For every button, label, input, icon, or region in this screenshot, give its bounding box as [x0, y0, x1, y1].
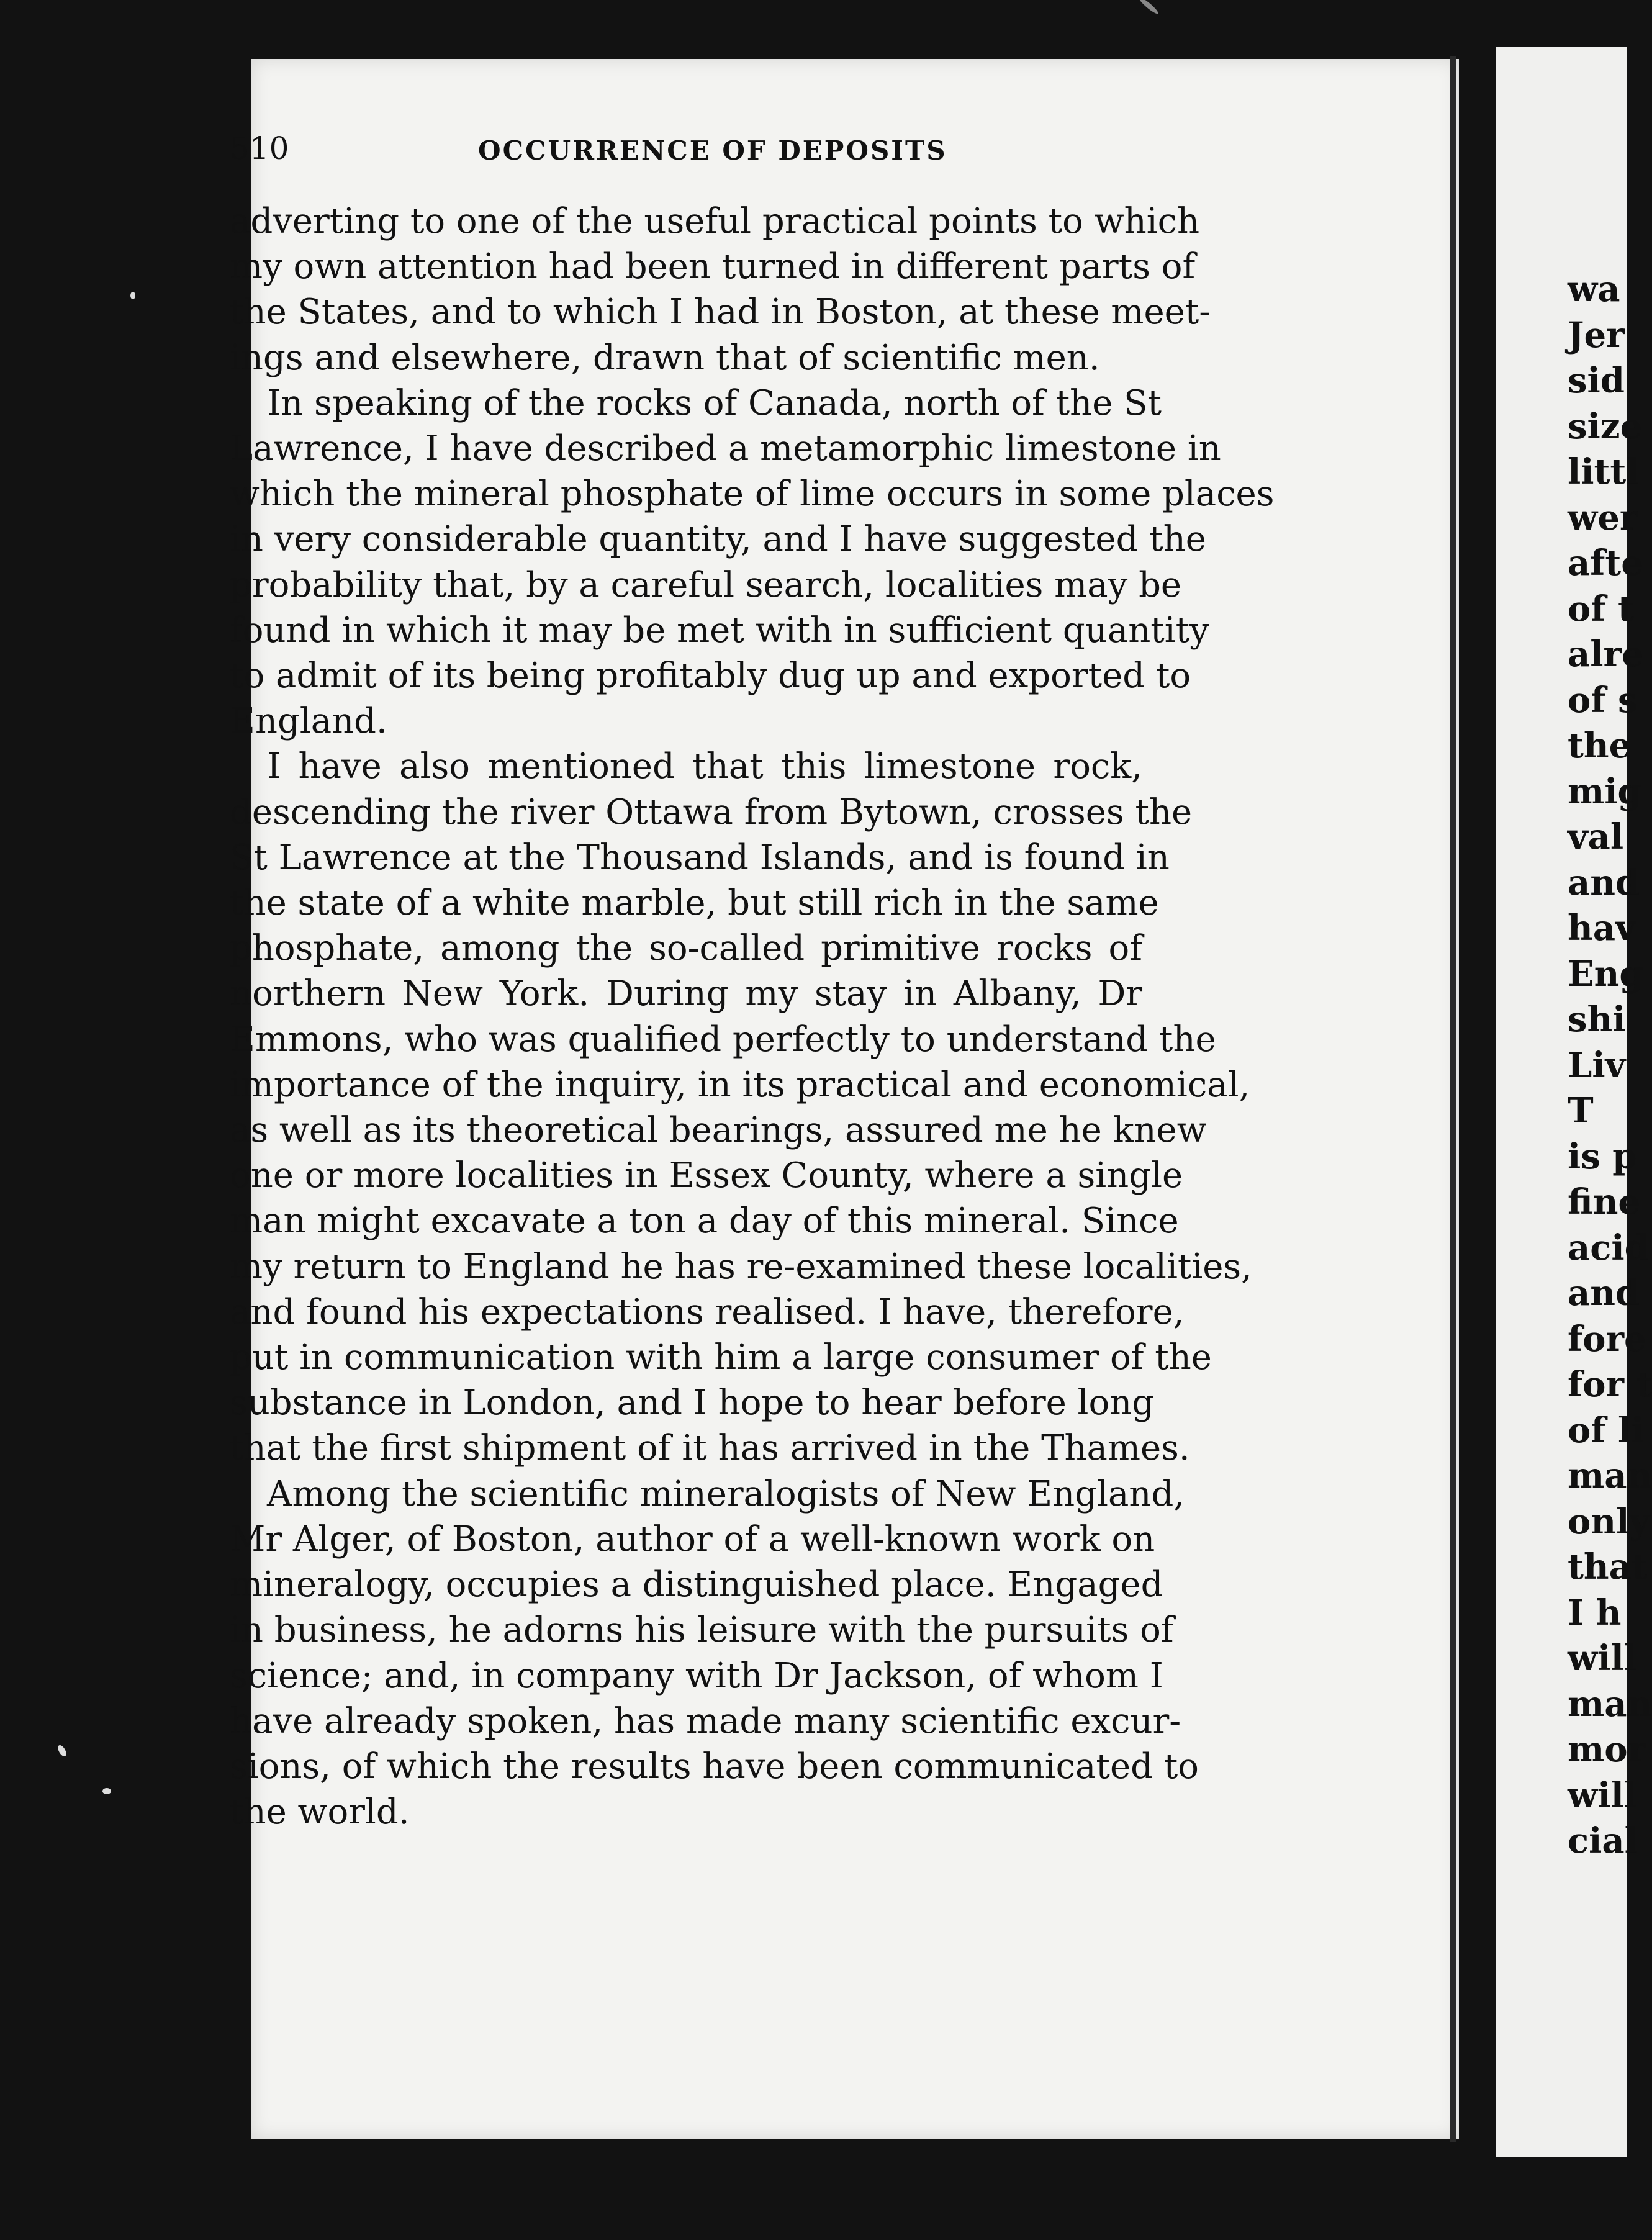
facing-fragment: size	[1568, 405, 1643, 447]
text-line: Lawrence, I have described a metamorphic limestone in	[230, 428, 1221, 469]
text-line: northern New York. During my stay in Albany, Dr	[230, 973, 1142, 1014]
scan-speck	[56, 1744, 68, 1758]
text-line: phosphate, among the so-called primitive rocks of	[230, 928, 1142, 969]
facing-fragment: cial	[1568, 1820, 1638, 1861]
text-line: Mr Alger, of Boston, author of a well-known work on	[230, 1519, 1155, 1560]
facing-fragment: Jer	[1568, 314, 1625, 356]
text-line: my return to England he has re-examined these localities,	[230, 1246, 1252, 1287]
page-header	[230, 130, 1142, 186]
facing-fragment: alre	[1568, 634, 1644, 675]
text-line: St Lawrence at the Thousand Islands, and is found in	[230, 837, 1170, 878]
facing-fragment: is p	[1568, 1136, 1637, 1177]
text-line: substance in London, and I hope to hear before long	[230, 1383, 1155, 1424]
facing-fragment: will	[1568, 1774, 1638, 1816]
text-line: probability that, by a careful search, localities may be	[230, 564, 1182, 605]
page-edge	[1450, 56, 1456, 2142]
facing-fragment: I h	[1568, 1592, 1622, 1633]
facing-fragment: acid	[1568, 1227, 1649, 1268]
text-line: ings and elsewhere, drawn that of scientific men.	[230, 337, 1100, 378]
facing-fragment: fine	[1568, 1181, 1641, 1222]
facing-fragment: Liv	[1568, 1044, 1626, 1086]
text-line: in business, he adorns his leisure with the pursuits of	[230, 1610, 1174, 1651]
text-line: and found his expectations realised. I have, therefore,	[230, 1291, 1185, 1332]
facing-fragment: Eng	[1568, 953, 1644, 995]
scan-speck	[130, 292, 135, 299]
text-line: one or more localities in Essex County, where a single	[230, 1155, 1183, 1196]
text-line: as well as its theoretical bearings, assured me he knew	[230, 1110, 1207, 1151]
text-line: which the mineral phosphate of lime occurs in some places	[230, 474, 1275, 515]
facing-page	[1496, 47, 1652, 2157]
page-number: 510	[230, 130, 289, 166]
text-line: sions, of which the results have been communicated to	[230, 1746, 1199, 1787]
text-line: importance of the inquiry, in its practical and economical,	[230, 1064, 1250, 1105]
facing-fragment: mig	[1568, 770, 1642, 812]
text-line: the state of a white marble, but still rich in the same	[230, 883, 1159, 924]
running-head: OCCURRENCE OF DEPOSITS	[478, 135, 947, 166]
text-line: Among the scientific mineralogists of New England,	[267, 1473, 1185, 1514]
facing-fragment: mor	[1568, 1729, 1646, 1770]
facing-fragment: of s	[1568, 679, 1638, 721]
facing-fragment: wa	[1568, 269, 1620, 310]
facing-fragment: wer	[1568, 497, 1638, 538]
facing-fragment: man	[1568, 1455, 1652, 1496]
facing-fragment: hav	[1568, 908, 1636, 949]
facing-fragment: val	[1568, 816, 1624, 857]
text-line: man might excavate a ton a day of this mineral. Since	[230, 1201, 1179, 1242]
text-line: have already spoken, has made many scientific excur-	[230, 1700, 1181, 1741]
facing-fragment: afte	[1568, 543, 1643, 584]
facing-fragment: littl	[1568, 451, 1640, 492]
text-line: to admit of its being profitably dug up and exported to	[230, 656, 1191, 697]
text-line: science; and, in company with Dr Jackson, of whom I	[230, 1655, 1163, 1696]
text-line: the world.	[230, 1792, 410, 1833]
facing-fragment: of t	[1568, 588, 1634, 630]
text-line: mineralogy, occupies a distinguished place. Engaged	[230, 1565, 1163, 1605]
facing-fragment: only	[1568, 1501, 1650, 1542]
text-line: in very considerable quantity, and I have suggested the	[230, 519, 1206, 560]
text-line: descending the river Ottawa from Bytown, crosses the	[230, 792, 1193, 833]
facing-fragment: fore	[1568, 1318, 1646, 1360]
facing-fragment: the	[1568, 725, 1632, 766]
facing-fragment: for t	[1568, 1364, 1652, 1405]
scan-speck	[1137, 0, 1160, 16]
facing-fragment: and	[1568, 1273, 1640, 1314]
facing-fragment: sid	[1568, 360, 1625, 401]
text-line: my own attention had been turned in different parts of	[230, 246, 1196, 287]
facing-fragment: of li	[1568, 1409, 1645, 1451]
text-line: Emmons, who was qualified perfectly to understand the	[230, 1019, 1216, 1060]
text-line: that the first shipment of it has arrived in the Thames.	[230, 1428, 1190, 1469]
text-line: the States, and to which I had in Boston, at these meet-	[230, 292, 1211, 333]
text-line: In speaking of the rocks of Canada, north of the St	[267, 382, 1162, 423]
facing-fragment: will	[1568, 1638, 1638, 1679]
facing-page-text	[1568, 267, 1652, 1864]
scan-speck	[102, 1788, 111, 1794]
facing-fragment: T	[1568, 1090, 1594, 1131]
text-line: put in communication with him a large consumer of the	[230, 1337, 1212, 1378]
facing-fragment: shi	[1568, 999, 1626, 1040]
facing-fragment: that	[1568, 1547, 1648, 1587]
text-line: adverting to one of the useful practical points to which	[230, 201, 1200, 242]
body-text	[230, 199, 1275, 1835]
facing-fragment: man	[1568, 1683, 1652, 1725]
text-line: I have also mentioned that this limestone rock,	[267, 746, 1142, 787]
text-line: England.	[230, 701, 387, 742]
facing-fragment: and	[1568, 862, 1640, 903]
text-line: found in which it may be met with in sufficient quantity	[230, 610, 1209, 651]
